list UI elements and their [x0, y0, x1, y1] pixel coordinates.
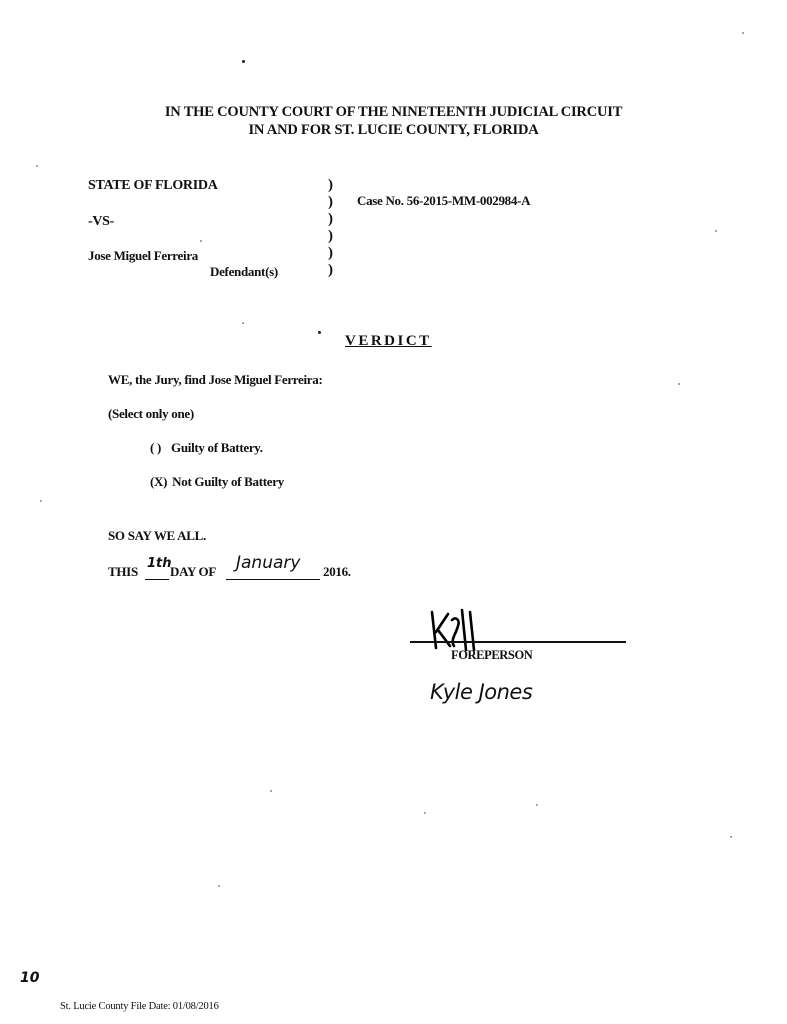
month-blank-line [226, 579, 320, 580]
court-header-line2: IN AND FOR ST. LUCIE COUNTY, FLORIDA [248, 122, 539, 138]
option-guilty-label: Guilty of Battery. [171, 440, 263, 455]
caption-paren: ) [328, 211, 333, 227]
date-year: 2016. [323, 564, 351, 579]
scan-speck [242, 60, 245, 63]
scan-speck [200, 240, 202, 242]
option-guilty[interactable] [150, 440, 263, 456]
scan-speck [678, 383, 680, 385]
scan-speck [218, 885, 220, 887]
scan-speck [40, 500, 42, 502]
caption-paren: ) [328, 177, 333, 193]
scan-speck [270, 790, 272, 792]
scan-speck [742, 32, 744, 34]
verdict-instruction: (Select only one) [108, 406, 194, 421]
caption-paren: ) [328, 228, 333, 244]
handwritten-page-mark: 10 [20, 970, 40, 986]
scan-speck [36, 165, 38, 167]
option-not-guilty[interactable] [150, 474, 284, 490]
verdict-finding: WE, the Jury, find Jose Miguel Ferreira: [108, 372, 323, 387]
date-this-label: THIS [108, 564, 138, 579]
plaintiff-name: STATE OF FLORIDA [88, 178, 218, 193]
scan-speck [730, 836, 732, 838]
scan-speck [715, 230, 717, 232]
scan-speck [536, 804, 538, 806]
versus-label: -VS- [88, 214, 115, 229]
option-not-guilty-mark[interactable]: (X) [150, 474, 168, 489]
so-say-we-all: SO SAY WE ALL. [108, 528, 206, 543]
court-header-line1: IN THE COUNTY COURT OF THE NINETEENTH JUDICIAL CIRCUIT [164, 104, 623, 120]
caption-paren: ) [328, 245, 333, 261]
file-date-footer: St. Lucie County File Date: 01/08/2016 [60, 1001, 219, 1012]
defendant-name: Jose Miguel Ferreira [88, 248, 198, 263]
foreperson-label: FOREPERSON [451, 648, 533, 662]
scan-speck [424, 812, 426, 814]
signature-line [410, 641, 626, 643]
day-blank-line [145, 579, 169, 580]
scan-speck [242, 322, 244, 324]
day-value: 1th [147, 556, 172, 571]
verdict-title: VERDICT [345, 333, 432, 349]
case-number: Case No. 56-2015-MM-002984-A [357, 193, 531, 208]
scan-speck [318, 331, 321, 334]
option-guilty-mark[interactable]: ( ) [150, 440, 162, 455]
month-value: January [236, 553, 301, 573]
option-not-guilty-label: Not Guilty of Battery [172, 474, 284, 489]
caption-paren: ) [328, 262, 333, 278]
defendant-label: Defendant(s) [210, 264, 278, 279]
caption-paren: ) [328, 194, 333, 210]
foreperson-printed-name: Kyle Jones [430, 680, 533, 704]
date-day-of-label: DAY OF [170, 564, 216, 579]
